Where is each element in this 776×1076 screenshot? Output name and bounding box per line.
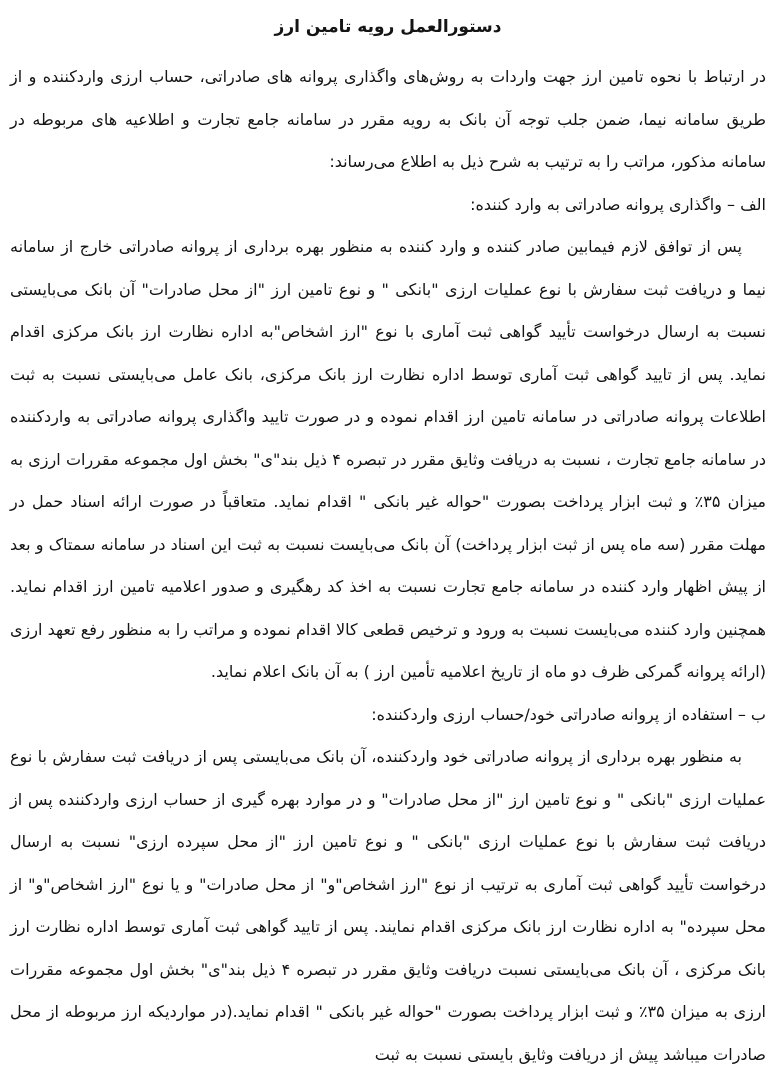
section-b-heading: ب – استفاده از پروانه صادراتی خود/حساب ارزی واردکننده:	[371, 704, 766, 724]
intro-paragraph: در ارتباط با نحوه تامین ارز جهت واردات به روش‌های واگذاری پروانه های صادراتی، حساب ارزی واردکننده و از طریق سامانه نیما، ضمن جلب توجه آن بانک به رویه مقرر در سامانه جامع تجارت و اطلاعیه های مربوطه در سامانه مذکور، مراتب را به ترتیب به شرح ذیل به اطلاع می‌رساند:	[10, 67, 766, 171]
section-a-paragraph: پس از توافق لازم فیمابین صادر کننده و وارد کننده به منظور بهره برداری از پروانه صادراتی خارج از سامانه نیما و دریافت ثبت سفارش با نوع عملیات ارزی "بانکی " و نوع تامین ارز "از محل صادرات" آن بانک می‌بایستی نسبت به ارسال درخواست تأیید گواهی ثبت آماری با نوع "ارز اشخاص"به اداره نظارت ارز بانک مرکزی اقدام نماید. پس از تایید گواهی ثبت آماری توسط اداره نظارت ارز بانک مرکزی، بانک عامل می‌بایستی نسبت به ثبت اطلاعات پروانه صادراتی در سامانه تامین ارز اقدام نموده و در صورت تایید واگذاری پروانه صادراتی به واردکننده در سامانه جامع تجارت ، نسبت به دریافت وثایق مقرر در تبصره ۴ ذیل بند"ی" بخش اول مجموعه مقررات ارزی به میزان ۳۵٪ و ثبت ابزار پرداخت بصورت "حواله غیر بانکی " اقدام نماید. متعاقباً در صورت ارائه اسناد حمل در مهلت مقرر (سه ماه پس از ثبت ابزار پرداخت) آن بانک می‌بایست نسبت به ثبت این اسناد در سامانه سمتاک و بعد از پیش اظهار وارد کننده در سامانه جامع تجارت نسبت به اخذ کد رهگیری و صدور اعلامیه تامین ارز اقدام نماید. همچنین وارد کننده می‌بایست نسبت به ورود و ترخیص قطعی کالا اقدام نموده و مراتب را به منظور رفع تعهد ارزی (ارائه پروانه گمرکی ظرف دو ماه از تاریخ اعلامیه تأمین ارز ) به آن بانک اعلام نماید.	[10, 237, 767, 681]
section-a-heading: الف – واگذاری پروانه صادراتی به وارد کننده:	[470, 194, 766, 214]
document-title: دستورالعمل رویه تامین ارز	[274, 17, 502, 37]
section-b-paragraph: به منظور بهره برداری از پروانه صادراتی خود واردکننده، آن بانک می‌بایستی پس از دریافت ثبت سفارش با نوع عملیات ارزی "بانکی " و نوع تامین ارز "از محل صادرات" و در موارد بهره گیری از حساب ارزی واردکننده پس از دریافت ثبت سفارش با نوع عملیات ارزی "بانکی " و نوع تامین ارز "از محل سپرده ارزی" نسبت به ارسال درخواست تأیید گواهی ثبت آماری به ترتیب از نوع "ارز اشخاص"و" از محل صادرات" و یا نوع "ارز اشخاص"و" از محل سپرده" به اداره نظارت ارز بانک مرکزی اقدام نمایند. پس از تایید گواهی ثبت آماری توسط اداره نظارت ارز بانک مرکزی ، آن بانک می‌بایستی نسبت دریافت وثایق مقرر در تبصره ۴ ذیل بند"ی" بخش اول مجموعه مقررات ارزی به میزان ۳۵٪ و ثبت ابزار پرداخت بصورت "حواله غیر بانکی " اقدام نماید.(در مواردیکه ارز مربوطه از محل صادرات میباشد پیش از دریافت وثایق بایستی نسبت به ثبت	[10, 747, 767, 1064]
